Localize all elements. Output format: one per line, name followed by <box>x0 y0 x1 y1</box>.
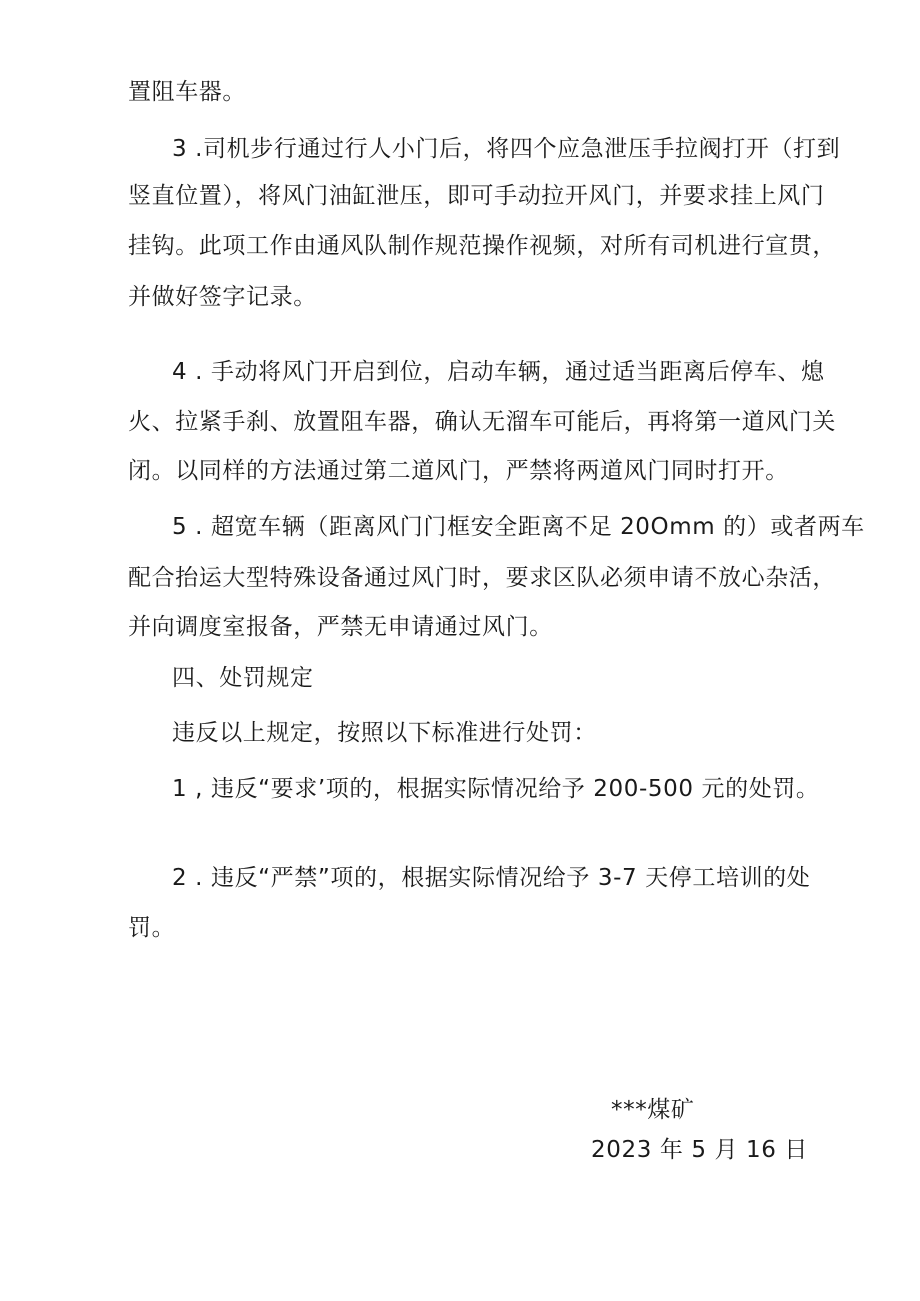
text-line: 2 . 违反“严禁”项的，根据实际情况给予 3-7 天停工培训的处 <box>172 865 811 891</box>
text-line: 并向调度室报备，严禁无申请通过风门。 <box>128 614 553 640</box>
text-line: 并做好签字记录。 <box>128 284 317 310</box>
text-line: 违反以上规定，按照以下标准进行处罚： <box>172 720 597 746</box>
text-line: 竖直位置），将风门油缸泄压，即可手动拉开风门，并要求挂上风门 <box>128 183 825 209</box>
text-line: 置阻车器。 <box>128 79 246 105</box>
text-line: 4 . 手动将风门开启到位，启动车辆，通过适当距离后停车、熄 <box>172 359 825 385</box>
text-line: 配合抬运大型特殊设备通过风门时，要求区队必须申请不放心杂活， <box>128 565 836 591</box>
text-line: 5 . 超宽车辆（距离风门门框安全距离不足 20Omm 的）或者两车 <box>172 514 865 540</box>
text-line: 3 .司机步行通过行人小门后，将四个应急泄压手拉阀打开（打到 <box>172 136 841 162</box>
section-heading: 四、处罚规定 <box>172 665 314 691</box>
text-line: 罚。 <box>128 915 176 941</box>
signature-date: 2023 年 5 月 16 日 <box>591 1137 808 1163</box>
text-line: 挂钩。此项工作由通风队制作规范操作视频，对所有司机进行宣贯， <box>128 233 836 259</box>
text-line: 1 , 违反“要求’项的，根据实际情况给予 200-500 元的处罚。 <box>172 776 820 802</box>
text-line: 闭。以同样的方法通过第二道风门，严禁将两道风门同时打开。 <box>128 458 789 484</box>
signature-organization: ***煤矿 <box>611 1097 695 1123</box>
text-line: 火、拉紧手刹、放置阻车器，确认无溜车可能后，再将第一道风门关 <box>128 409 836 435</box>
